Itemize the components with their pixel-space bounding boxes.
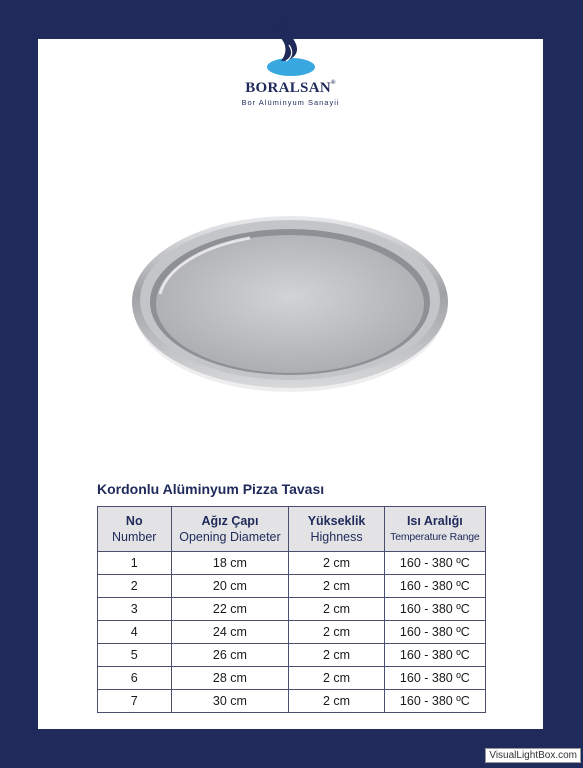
- cell-diameter: 18 cm: [171, 552, 289, 575]
- cell-number: 5: [98, 644, 172, 667]
- swan-logo-icon: [253, 15, 328, 83]
- specs-table: [97, 506, 486, 713]
- cell-temperature: 160 - 380 ºC: [384, 690, 485, 713]
- header-number: No Number: [98, 507, 172, 552]
- table-row: [98, 598, 486, 621]
- table-row: [98, 644, 486, 667]
- cell-temperature: 160 - 380 ºC: [384, 552, 485, 575]
- cell-number: 4: [98, 621, 172, 644]
- cell-diameter: 20 cm: [171, 575, 289, 598]
- cell-diameter: 22 cm: [171, 598, 289, 621]
- cell-diameter: 24 cm: [171, 621, 289, 644]
- cell-diameter: 30 cm: [171, 690, 289, 713]
- table-row: [98, 552, 486, 575]
- cell-height: 2 cm: [289, 690, 384, 713]
- cell-number: 1: [98, 552, 172, 575]
- table-row: [98, 621, 486, 644]
- catalog-sheet: [38, 39, 543, 729]
- cell-height: 2 cm: [289, 644, 384, 667]
- brand-name: BORALSAN®: [245, 80, 336, 96]
- cell-diameter: 28 cm: [171, 667, 289, 690]
- table-row: [98, 667, 486, 690]
- table-row: [98, 575, 486, 598]
- brand-logo: [38, 39, 543, 119]
- pizza-pan-image: [130, 204, 450, 394]
- cell-temperature: 160 - 380 ºC: [384, 644, 485, 667]
- cell-number: 7: [98, 690, 172, 713]
- product-title: Kordonlu Alüminyum Pizza Tavası: [97, 481, 325, 497]
- cell-temperature: 160 - 380 ºC: [384, 667, 485, 690]
- header-opening-diameter: Ağız Çapı Opening Diameter: [171, 507, 289, 552]
- header-highness: Yükseklik Highness: [289, 507, 384, 552]
- cell-diameter: 26 cm: [171, 644, 289, 667]
- brand-subtitle: Bor Alüminyum Sanayii: [241, 98, 340, 107]
- watermark-link[interactable]: VisualLightBox.com: [485, 748, 581, 763]
- table-row: [98, 690, 486, 713]
- cell-temperature: 160 - 380 ºC: [384, 598, 485, 621]
- cell-height: 2 cm: [289, 575, 384, 598]
- cell-height: 2 cm: [289, 552, 384, 575]
- cell-number: 6: [98, 667, 172, 690]
- cell-number: 2: [98, 575, 172, 598]
- cell-height: 2 cm: [289, 598, 384, 621]
- cell-height: 2 cm: [289, 667, 384, 690]
- table-header-row: [98, 507, 486, 552]
- cell-height: 2 cm: [289, 621, 384, 644]
- cell-temperature: 160 - 380 ºC: [384, 575, 485, 598]
- cell-temperature: 160 - 380 ºC: [384, 621, 485, 644]
- header-temperature-range: Isı Aralığı Temperature Range: [384, 507, 485, 552]
- cell-number: 3: [98, 598, 172, 621]
